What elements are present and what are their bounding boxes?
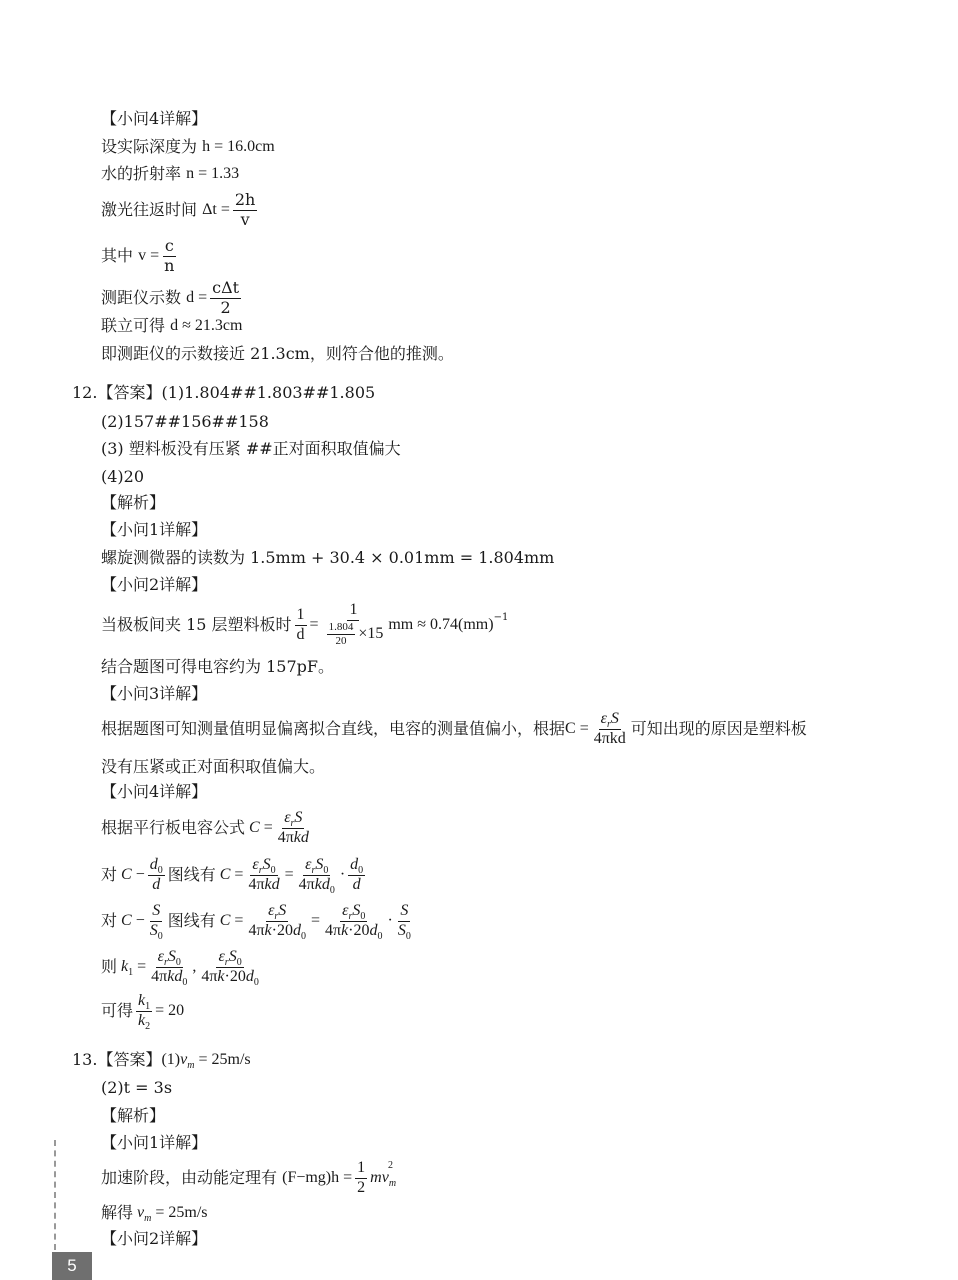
q12-sub4-line3: 对 C − $\frac{S}{S_0}$ 图线有 C = $\frac{\varepsilon_rS}{4\pi k\cdot 20d_0}$ = $\frac{\varepsilon_rS_0}{4\pi k\cdot 20d_0}$ · $\frac{S}{S_0}$ — [101, 901, 411, 942]
q12-sub2-result: 结合题图可得电容约为 157pF。 — [101, 657, 334, 676]
q11-d-lhs: d = — [186, 289, 208, 306]
q12-sub4-line4: 则 $k_1$ = $\frac{\varepsilon_rS_0}{4\pi kd_0}$ , $\frac{\varepsilon_rS_0}{4\pi k\cdot 20d_0}$ — [101, 947, 259, 988]
fraction-denominator: 4πkd — [593, 729, 626, 747]
q12-sub3-heading: 【小问3详解】 — [101, 684, 208, 703]
fraction-denominator: 2 — [357, 1178, 366, 1196]
q11-result-eq: d ≈ 21.3cm — [170, 317, 243, 334]
q11-refr-line — [101, 163, 239, 185]
q12-sub1-text: 螺旋测微器的读数为 1.5mm + 30.4 × 0.01mm = 1.804mm — [101, 548, 555, 567]
page-number-badge: 5 — [52, 1252, 92, 1280]
fraction-numerator: cΔt — [212, 277, 240, 297]
inner-numerator: 1.804 — [327, 622, 356, 636]
q11-v-lhs: v = — [138, 247, 160, 264]
q13-solve-result: = 25m/s — [155, 1204, 208, 1221]
q11-conclusion: 即测距仪的示数接近 21.3cm，则符合他的推测。 — [101, 344, 454, 363]
q12-sub4-line1: 根据平行板电容公式 C = $\frac{\varepsilon_rS}{\text{4πkd}}$ — [101, 808, 309, 846]
q11-depth-prefix: 设实际深度为 — [101, 137, 198, 156]
fraction-denominator: 2 — [220, 297, 231, 317]
q12-sub4-l2-prefix: 对 — [101, 865, 118, 884]
q12-sub4-line5: 可得 $\frac{k_1}{k_2}$ = 20 — [101, 991, 185, 1032]
q12-ans1: (1)1.804##1.803##1.805 — [161, 383, 376, 402]
q12-sub2-prefix: 当极板间夹 15 层塑料板时 — [101, 615, 292, 634]
inner-denominator: 20 — [335, 635, 347, 648]
q12-number: 12. — [72, 383, 98, 402]
q11-v-line — [101, 234, 179, 278]
fraction-numerator: 1 — [355, 1160, 367, 1179]
q11-v-prefix: 其中 — [101, 246, 134, 265]
q12-sub2-line: 当极板间夹 15 层塑料板时 $\frac{1}{d}$ = 1 $\frac{1.804}{20}$ ×15 mm ≈ 0.74(mm) $^{-1}$ — [101, 601, 509, 648]
q12-sub4-l3-mid: 图线有 — [167, 911, 216, 930]
q13-solve-prefix: 解得 — [101, 1203, 134, 1222]
times-15: ×15 — [358, 625, 384, 643]
q11-depth-line — [101, 136, 275, 158]
q13-analysis-label: 【解析】 — [101, 1106, 166, 1125]
q12-sub3-text1: 根据题图可知测量值明显偏离拟合直线，电容的测量值偏小，根据 — [101, 719, 566, 738]
fraction-denominator: d — [296, 625, 305, 643]
q12-ans3: (3) 塑料板没有压紧 ##正对面积取值偏大 — [101, 439, 401, 458]
q11-d-fraction — [210, 277, 241, 317]
q12-sub2-fraction-1 — [295, 607, 307, 644]
q11-sub4-heading: 【小问4详解】 — [101, 109, 208, 128]
q13-answer-line: 13. 【答案】 (1) $v_m$ = 25m/s — [72, 1050, 251, 1072]
q11-v-fraction — [162, 235, 176, 275]
q13-ans1-result: = 25m/s — [198, 1051, 251, 1068]
fraction-denominator: n — [164, 255, 175, 275]
q13-sub1-line: 加速阶段，由动能定理有 (F−mg)h = $\frac{1}{2}$ $mv_m^2$ — [101, 1158, 397, 1196]
q13-number: 13. — [72, 1050, 98, 1069]
q12-sub3-line1 — [101, 707, 807, 751]
q12-sub3-fraction — [592, 711, 628, 748]
q11-depth-eq: h = 16.0cm — [202, 138, 275, 155]
q12-sub4-line2: 对 C − $\frac{d_0}{d}$ 图线有 C = $\frac{\varepsilon_rS_0}{\text{4πkd}}$ = $\frac{\varepsilon_rS_0}{4\pi kd_0}$ · $\frac{d_0}{d}$ — [101, 855, 364, 896]
q12-sub2-eq: = — [309, 616, 319, 633]
q11-time-lhs: Δt = — [202, 201, 230, 218]
fraction-numerator: 1 — [347, 602, 359, 621]
q11-time-prefix: 激光往返时间 — [101, 200, 198, 219]
q13-solve-line: 解得 $v_m$ = 25m/s — [101, 1203, 208, 1225]
q12-ans2: (2)157##156##158 — [101, 412, 269, 431]
margin-dashed-line — [54, 1140, 56, 1250]
q12-sub3-C: C = — [565, 720, 589, 737]
q11-time-fraction — [233, 189, 257, 229]
q13-sub1-prefix: 加速阶段，由动能定理有 — [101, 1168, 278, 1187]
q11-d-prefix: 测距仪示数 — [101, 288, 182, 307]
q12-sub4-l3-prefix: 对 — [101, 911, 118, 930]
q12-sub4-l2-mid: 图线有 — [167, 865, 216, 884]
q11-refr-prefix: 水的折射率 — [101, 164, 182, 183]
q12-sub4-l5-prefix: 可得 — [101, 1001, 134, 1020]
fraction-numerator: c — [164, 235, 174, 255]
q12-sub4-l1-prefix: 根据平行板电容公式 — [101, 818, 246, 837]
q11-time-line — [101, 188, 260, 232]
q13-answer-label: 【答案】 — [97, 1050, 162, 1069]
q11-result-line — [101, 315, 242, 337]
q12-sub4-l4-prefix: 则 — [101, 957, 118, 976]
q12-sub2-suffix: mm ≈ 0.74(mm) — [388, 616, 494, 633]
q11-d-line — [101, 276, 244, 320]
q11-refr-eq: n = 1.33 — [186, 165, 240, 182]
capacitance-fraction: $\frac{\varepsilon_rS}{\text{4πkd}}$ — [277, 808, 309, 846]
one-half-fraction — [355, 1160, 367, 1197]
q12-sub2-heading: 【小问2详解】 — [101, 575, 208, 594]
q12-sub2-fraction-2 — [322, 602, 386, 648]
fraction-numerator: 1 — [295, 607, 307, 626]
fraction-numerator: 2h — [234, 189, 256, 209]
q12-answer-label: 【答案】 — [97, 383, 162, 402]
q13-sub2-heading: 【小问2详解】 — [101, 1229, 208, 1248]
q12-ans4: (4)20 — [101, 467, 145, 486]
fraction-denominator: v — [240, 209, 250, 229]
fraction-denominator — [322, 621, 386, 648]
inner-fraction — [327, 622, 356, 648]
q12-sub3-text2: 可知出现的原因是塑料板 — [630, 719, 807, 738]
q11-result-prefix: 联立可得 — [101, 316, 166, 335]
q13-sub1-heading: 【小问1详解】 — [101, 1133, 208, 1152]
q13-ans1-prefix: (1) — [161, 1051, 181, 1068]
q12-answer-line — [72, 382, 375, 404]
q12-sub4-l5-result: = 20 — [155, 1002, 185, 1019]
q12-sub1-heading: 【小问1详解】 — [101, 520, 208, 539]
q13-sub1-lhs: (F−mg)h = — [282, 1169, 353, 1186]
fraction-numerator: $\varepsilon_rS$ — [600, 709, 619, 730]
q13-ans2: (2)t = 3s — [101, 1078, 173, 1097]
q12-analysis-label: 【解析】 — [101, 493, 166, 512]
q12-sub3-text3: 没有压紧或正对面积取值偏大。 — [101, 757, 326, 776]
d0-over-d-fraction: $\frac{d_0}{d}$ — [149, 855, 163, 893]
q12-sub4-heading: 【小问4详解】 — [101, 782, 208, 801]
